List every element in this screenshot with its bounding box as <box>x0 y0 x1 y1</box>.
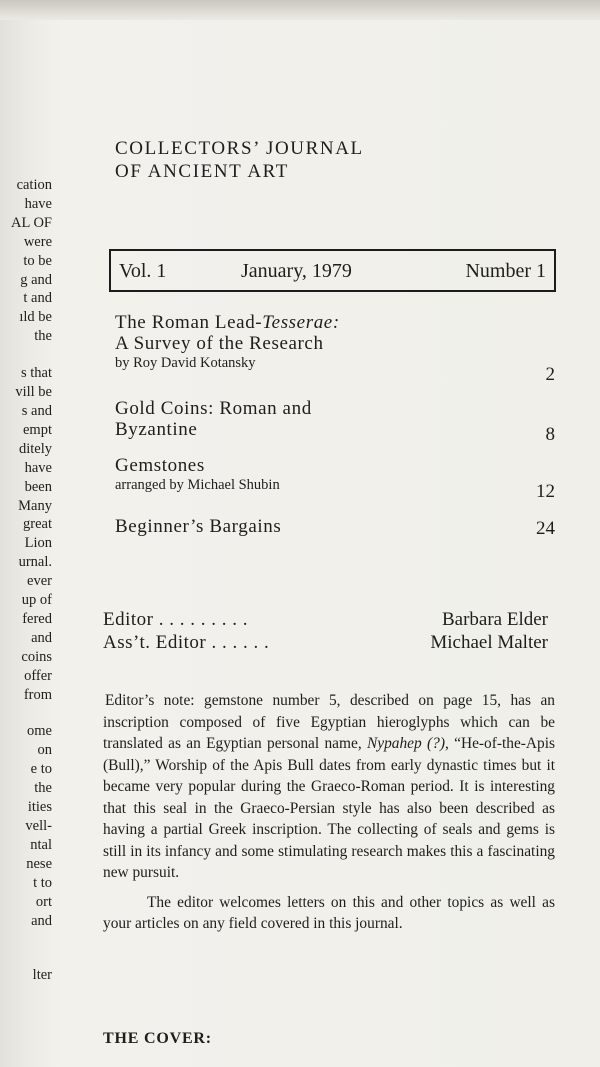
toc-item-author: arranged by Michael Shubin <box>115 477 280 493</box>
left-page-fragment: nese <box>26 855 52 872</box>
left-page-fragment: ities <box>27 799 52 816</box>
left-page-fragment: t to <box>33 874 52 891</box>
toc-item-title-italic: Tesserae: <box>262 312 340 333</box>
toc-item-page: 8 <box>545 424 555 445</box>
left-page-fragment: to be <box>23 252 52 269</box>
left-page-fragment: vell- <box>25 818 52 834</box>
issue-number: Number 1 <box>465 260 546 282</box>
editor-name: Barbara Elder <box>441 609 548 630</box>
left-page-fragment: on <box>37 742 52 759</box>
asst-editor-name: Michael Malter <box>430 632 548 653</box>
journal-title-line2: OF ANCIENT ART <box>115 161 289 182</box>
left-page-fragment: ever <box>27 573 52 590</box>
left-page-fragment <box>0 704 52 722</box>
egyptian-name-italic: Nypahep (?) <box>367 735 445 752</box>
toc-item-page: 2 <box>545 364 555 385</box>
asst-editor-role: Ass’t. Editor . . . . . . <box>103 632 270 653</box>
staff-list <box>103 608 548 654</box>
toc-item-page: 12 <box>536 481 555 502</box>
table-of-contents <box>115 312 555 546</box>
left-page-fragment: ıld be <box>19 309 52 326</box>
toc-item-title: Gold Coins: Roman and <box>115 398 312 419</box>
toc-item-title: The Roman Lead-Tesserae: <box>115 312 340 333</box>
left-page-fragment: lter <box>32 967 52 984</box>
left-page-fragment: s and <box>21 402 52 419</box>
left-page-fragment: Many <box>18 497 52 514</box>
left-page-fragment: from <box>23 686 52 703</box>
left-page-fragment: cation <box>16 177 52 193</box>
left-page-fragment: been <box>24 478 52 495</box>
left-page-fragment: s that <box>20 365 52 382</box>
cover-heading: THE COVER: <box>103 1030 212 1047</box>
left-page-fragment: vill be <box>15 384 52 401</box>
left-page-fragment: have <box>24 195 52 212</box>
left-page-fragment: offer <box>24 667 52 684</box>
toc-item[interactable] <box>115 398 555 455</box>
toc-item-title: Beginner’s Bargains <box>115 516 282 537</box>
left-page-fragment: Lion <box>24 535 52 552</box>
left-page-fragment: have <box>24 459 52 476</box>
left-page-fragment: and <box>31 629 52 646</box>
left-page-fragment: the <box>34 780 52 797</box>
issue-date: January, 1979 <box>241 260 352 282</box>
toc-item-author: by Roy David Kotansky <box>115 355 256 371</box>
toc-item[interactable] <box>115 455 555 516</box>
toc-item-title: Gemstones <box>115 455 205 476</box>
toc-item-page: 24 <box>536 518 555 539</box>
left-page-fragment: ort <box>35 893 52 910</box>
left-page-fragment: e to <box>30 761 52 778</box>
left-page-fragment: AL OF <box>11 214 52 231</box>
issue-box <box>109 249 556 292</box>
journal-title <box>115 137 364 183</box>
left-page-fragment: empt <box>23 421 52 438</box>
left-page-fragment: fered <box>22 610 52 627</box>
toc-item[interactable] <box>115 312 555 398</box>
editors-note-paragraph2: The editor welcomes letters on this and other topics as well as your articles on any field covered in this journal. <box>103 893 555 932</box>
left-page-fragment: coins <box>21 648 52 665</box>
toc-item[interactable] <box>115 516 555 546</box>
left-page-fragment <box>0 930 52 948</box>
staff-row-asst-editor <box>103 631 548 654</box>
left-page-fragment: ome <box>27 723 52 740</box>
left-page-fragment: great <box>23 516 52 533</box>
left-page-fragment: up of <box>21 592 52 609</box>
toc-item-title-line2: Byzantine <box>115 419 198 440</box>
toc-item-title-line2: A Survey of the Research <box>115 333 324 354</box>
page-top-shadow <box>0 0 600 20</box>
left-page-fragment: and <box>31 912 52 929</box>
left-page-fragment <box>0 948 52 966</box>
left-page-fragment <box>0 346 52 364</box>
left-page-fragment: t and <box>23 290 52 307</box>
left-page-fragments <box>0 176 58 985</box>
staff-row-editor <box>103 608 548 631</box>
left-page-fragment: the <box>34 328 52 345</box>
left-page-fragment: were <box>23 233 52 250</box>
left-page-fragment: ntal <box>30 836 52 853</box>
editors-note-paragraph1: Editor’s note: gemstone number 5, described on page 15, has an inscription composed of five Egyptian hieroglyphs which can be translated as an Egyptian personal name, Nypahep (?), “He-of-the-Apis (Bull),” Worship of the Apis Bull dates from early dynastic times but it became very popular during the Graeco-Roman period. It is interesting that this seal in the Graeco-Persian style has also been described as having a partial Greek inscription. The collecting of seals and gems is still in its infancy and some stimulating research makes this a fascinating new pursuit. <box>103 692 556 881</box>
editor-role: Editor . . . . . . . . . <box>103 609 248 630</box>
editors-note <box>103 690 555 935</box>
issue-volume: Vol. 1 <box>119 260 167 282</box>
left-page-fragment: ditely <box>18 440 52 457</box>
left-page-fragment: g and <box>20 271 52 288</box>
journal-title-line1: COLLECTORS’ JOURNAL <box>115 138 364 159</box>
left-page-fragment: urnal. <box>18 554 52 571</box>
